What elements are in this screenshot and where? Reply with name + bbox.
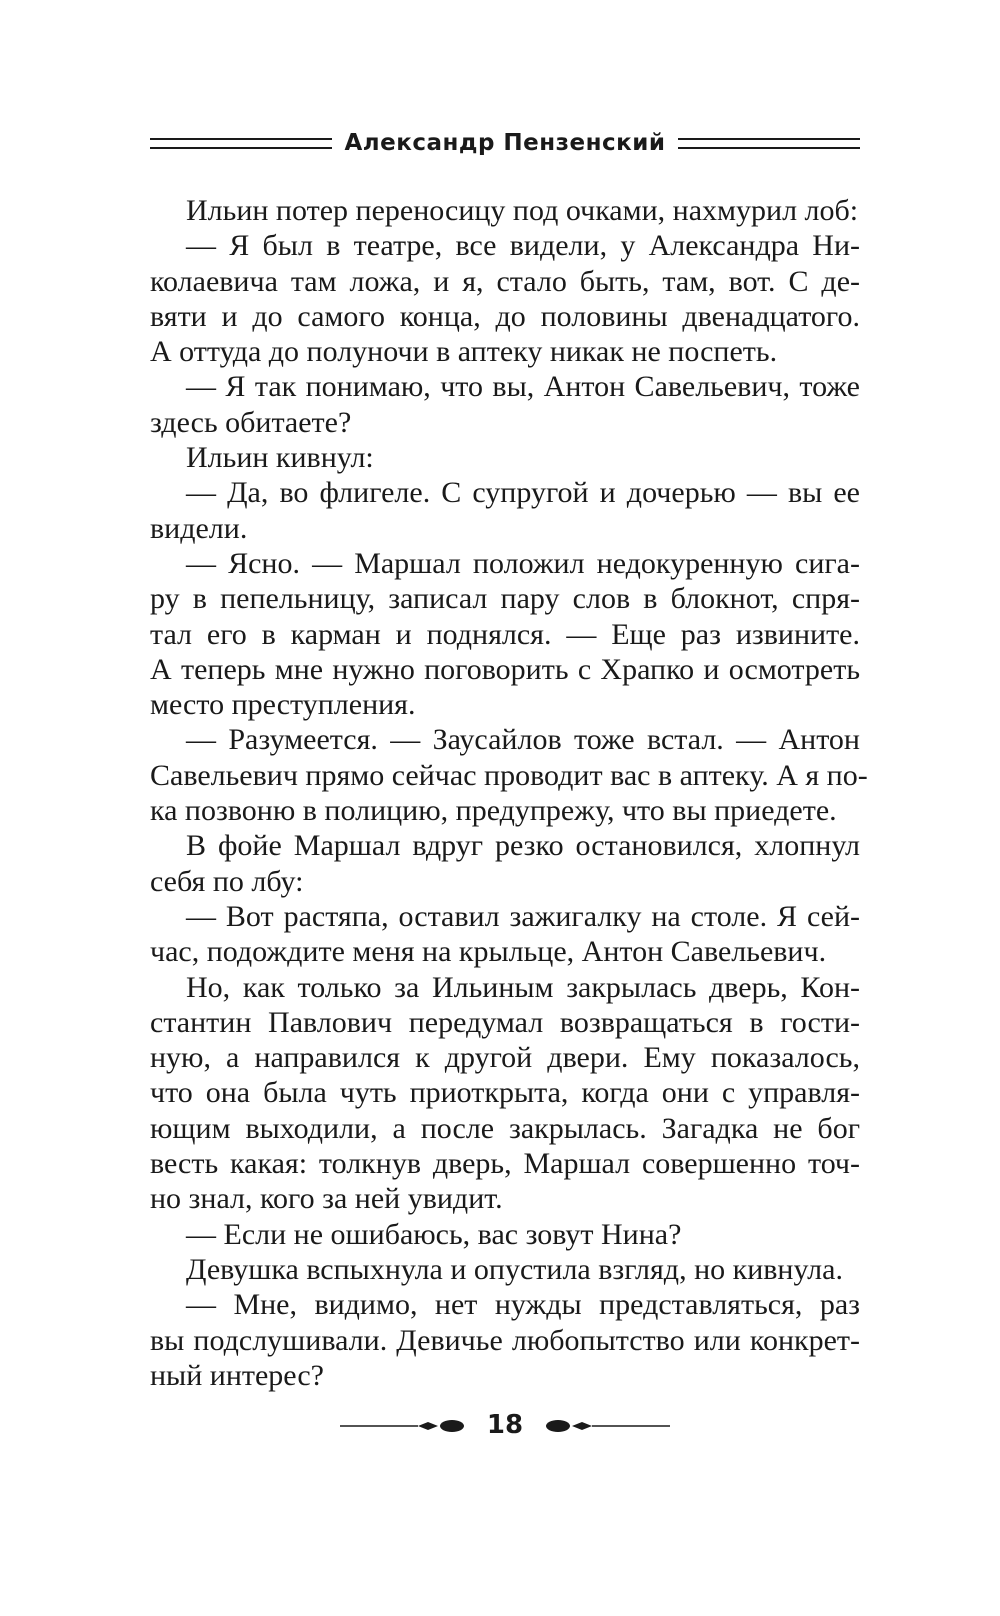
text-line: — Если не ошибаюсь, вас зовут Нина? xyxy=(186,1217,682,1251)
text-line: стантин Павлович передумал возвращаться в гости- xyxy=(150,1005,860,1039)
header-rule-right xyxy=(678,138,860,149)
page-number: 18 xyxy=(486,1410,524,1440)
text-line: здесь обитаете? xyxy=(150,405,352,439)
text-line: — Я был в театре, все видели, у Александра Ни- xyxy=(186,229,860,263)
text-line: что она была чуть приоткрыта, когда они с управля- xyxy=(150,1076,860,1110)
text-line: вы подслушивали. Девичье любопытство или конкрет- xyxy=(150,1323,860,1357)
header-rule-left xyxy=(150,138,332,149)
text-line: — Мне, видимо, нет нужды представляться, раз xyxy=(186,1288,860,1322)
text-line: А теперь мне нужно поговорить с Храпко и осмотреть xyxy=(150,652,860,686)
text-line: ка позвоню в полицию, предупрежу, что вы приедете. xyxy=(150,794,837,828)
text-line: Девушка вспыхнула и опустила взгляд, но кивнула. xyxy=(186,1252,843,1286)
text-line: Но, как только за Ильиным закрылась дверь, Кон- xyxy=(186,970,860,1004)
text-line: — Ясно. — Маршал положил недокуренную сига- xyxy=(186,546,860,580)
body-text xyxy=(150,193,868,1393)
text-line: В фойе Маршал вдруг резко остановился, хлопнул xyxy=(186,829,860,863)
text-line: — Да, во флигеле. С супругой и дочерью — вы ее xyxy=(186,476,860,510)
ornament-right-icon xyxy=(540,1408,670,1444)
text-line: — Вот растяпа, оставил зажигалку на столе. Я сей- xyxy=(186,899,860,933)
text-line: А оттуда до полуночи в аптеку никак не поспеть. xyxy=(150,335,778,369)
page-footer xyxy=(340,1408,670,1444)
text-line: ную, а направился к другой двери. Ему показалось, xyxy=(150,1041,860,1075)
text-line: Ильин кивнул: xyxy=(186,441,374,475)
running-header-author: Александр Пензенский xyxy=(344,130,666,156)
text-line: Ильин потер переносицу под очками, нахмурил лоб: xyxy=(186,194,859,227)
text-line: вяти и до самого конца, до половины двенадцатого. xyxy=(150,299,860,333)
text-line: — Я так понимаю, что вы, Антон Савельевич, тоже xyxy=(186,370,860,404)
text-line: колаевича там ложа, и я, стало быть, там, вот. С де- xyxy=(150,264,860,298)
text-line: час, подождите меня на крыльце, Антон Савельевич. xyxy=(150,935,827,969)
running-header xyxy=(150,128,860,158)
text-line: ру в пепельницу, записал пару слов в блокнот, спря- xyxy=(150,582,860,616)
text-line: тал его в карман и поднялся. — Еще раз извините. xyxy=(150,617,860,651)
text-line: место преступления. xyxy=(150,688,416,722)
text-line: Савельевич прямо сейчас проводит вас в аптеку. А я по- xyxy=(150,758,868,792)
text-line: ющим выходили, а после закрылась. Загадка не бог xyxy=(150,1111,860,1145)
text-line: но знал, кого за ней увидит. xyxy=(150,1182,503,1216)
text-line: ный интерес? xyxy=(150,1358,324,1392)
text-line: весть какая: толкнув дверь, Маршал совершенно точ- xyxy=(150,1147,860,1181)
text-line: видели. xyxy=(150,511,248,545)
text-line: себя по лбу: xyxy=(150,864,304,898)
text-line: — Разумеется. — Заусайлов тоже встал. — Антон xyxy=(186,723,860,757)
